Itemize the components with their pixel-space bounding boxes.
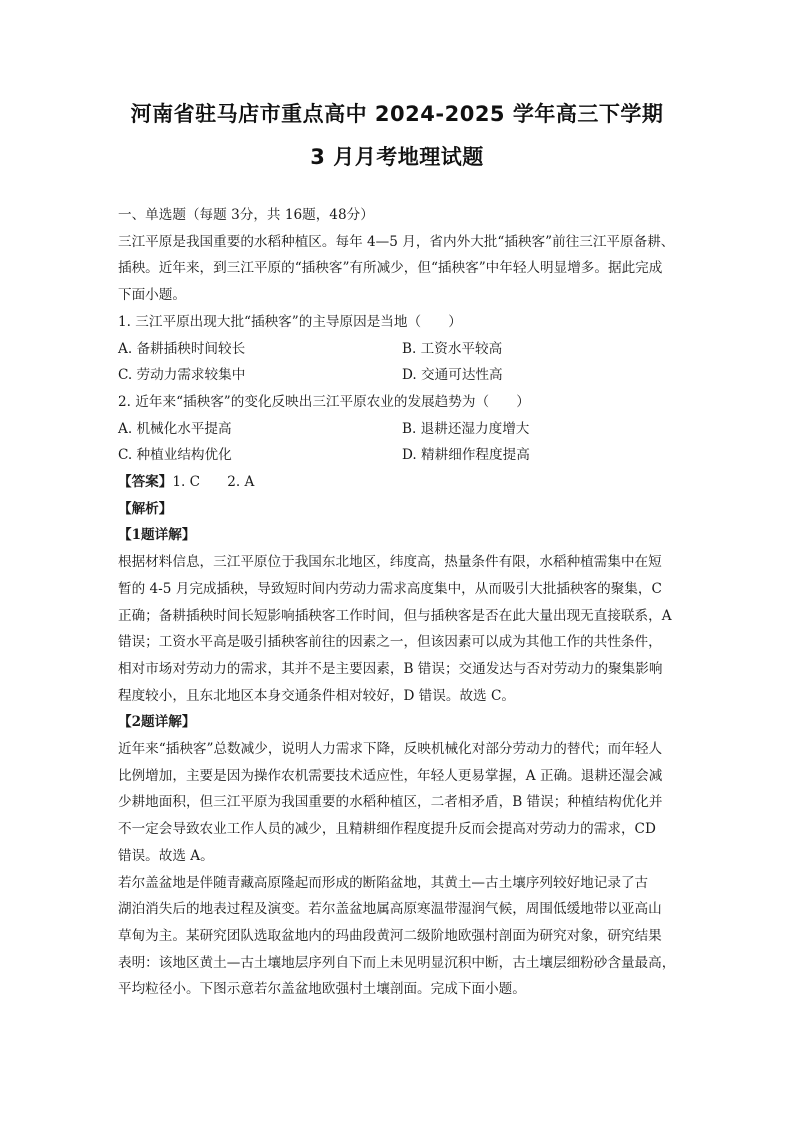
detail1-line: 暂的 4-5 月完成插秧，导致短时间内劳动力需求高度集中，从而吸引大批插秧客的聚集，C <box>118 580 662 597</box>
detail1-line: 根据材料信息，三江平原位于我国东北地区，纬度高，热量条件有限，水稻种植需集中在短 <box>118 554 662 571</box>
question-1-options-row2 <box>118 362 698 389</box>
exam-title-line1: 河南省驻马店市重点高中 2024-2025 学年高三下学期 <box>130 102 664 126</box>
detail2-line: 错误。故选 A。 <box>118 847 214 864</box>
detail1-line: 错误；工资水平高是吸引插秧客前往的因素之一，但该因素可以成为其他工作的共性条件， <box>118 634 662 651</box>
answer-label: 【答案】 <box>118 474 173 491</box>
q2-option-d: D. 精耕细作程度提高 <box>402 447 530 464</box>
q2-option-c: C. 种植业结构优化 <box>118 447 232 464</box>
passage1-line: 下面小题。 <box>118 287 186 304</box>
q1-option-d: D. 交通可达性高 <box>402 367 503 384</box>
passage2-line: 草甸为主。某研究团队选取盆地内的玛曲段黄河二级阶地欧强村剖面为研究对象，研究结果 <box>118 927 662 944</box>
exam-title-line2: 3 月月考地理试题 <box>310 145 484 169</box>
detail1-line: 正确；备耕插秧时间长短影响插秧客工作时间，但与插秧客是否在此大量出现无直接联系，A <box>118 607 672 624</box>
detail1-label: 【1题详解】 <box>118 527 196 544</box>
passage2-line: 湖泊消失后的地表过程及演变。若尔盖盆地属高原寒温带湿润气候，周围低缓地带以亚高山 <box>118 901 662 918</box>
detail1-line: 相对市场对劳动力的需求，其并不是主要因素，B 错误；交通发达与否对劳动力的聚集影响 <box>118 660 663 677</box>
question-2-options-row2 <box>118 442 698 469</box>
passage1-line: 插秧。近年来，到三江平原的“插秧客”有所减少，但“插秧客”中年轻人明显增多。据此完成 <box>118 260 663 277</box>
question-1-options-row1 <box>118 336 698 363</box>
question-1-stem: 1. 三江平原出现大批“插秧客”的主导原因是当地（ ） <box>118 313 462 330</box>
q2-option-a: A. 机械化水平提高 <box>118 420 232 437</box>
detail2-line: 少耕地面积，但三江平原为我国重要的水稻种植区，二者相矛盾，B 错误；种植结构优化并 <box>118 794 663 811</box>
q1-option-b: B. 工资水平较高 <box>402 340 503 357</box>
passage2-line: 若尔盖盆地是伴随青藏高原隆起而形成的断陷盆地，其黄土—古土壤序列较好地记录了古 <box>118 874 649 891</box>
q1-option-a: A. 备耕插秧时间较长 <box>118 340 246 357</box>
answer-line <box>118 469 698 496</box>
answer-text: 1. C 2. A <box>172 474 255 491</box>
question-2-stem: 2. 近年来“插秧客”的变化反映出三江平原农业的发展趋势为（ ） <box>118 393 530 410</box>
passage2-line: 平均粒径小。下图示意若尔盖盆地欧强村土壤剖面。完成下面小题。 <box>118 981 526 998</box>
section-heading: 一、单选题（每题 3分，共 16题，48分） <box>118 207 374 223</box>
detail2-line: 不一定会导致农业工作人员的减少，且精耕细作程度提升反而会提高对劳动力的需求，CD <box>118 821 656 838</box>
detail2-line: 近年来“插秧客”总数减少，说明人力需求下降，反映机械化对部分劳动力的替代；而年轻人 <box>118 741 663 758</box>
document-body <box>118 202 698 1003</box>
detail1-line: 程度较小，且东北地区本身交通条件相对较好，D 错误。故选 C。 <box>118 687 515 704</box>
q2-option-b: B. 退耕还湿力度增大 <box>402 420 530 437</box>
question-2-options-row1 <box>118 416 698 443</box>
analysis-label: 【解析】 <box>118 500 173 517</box>
detail2-line: 比例增加，主要是因为操作农机需要技术适应性，年轻人更易掌握，A 正确。退耕还湿会减 <box>118 767 663 784</box>
detail2-label: 【2题详解】 <box>118 714 196 731</box>
passage1-line: 三江平原是我国重要的水稻种植区。每年 4—5 月，省内外大批“插秧客”前往三江平原备耕、 <box>118 233 675 250</box>
q1-option-c: C. 劳动力需求较集中 <box>118 367 246 384</box>
passage2-line: 表明：该地区黄土—古土壤地层序列自下而上未见明显沉积中断，古土壤层细粉砂含量最高， <box>118 954 676 971</box>
